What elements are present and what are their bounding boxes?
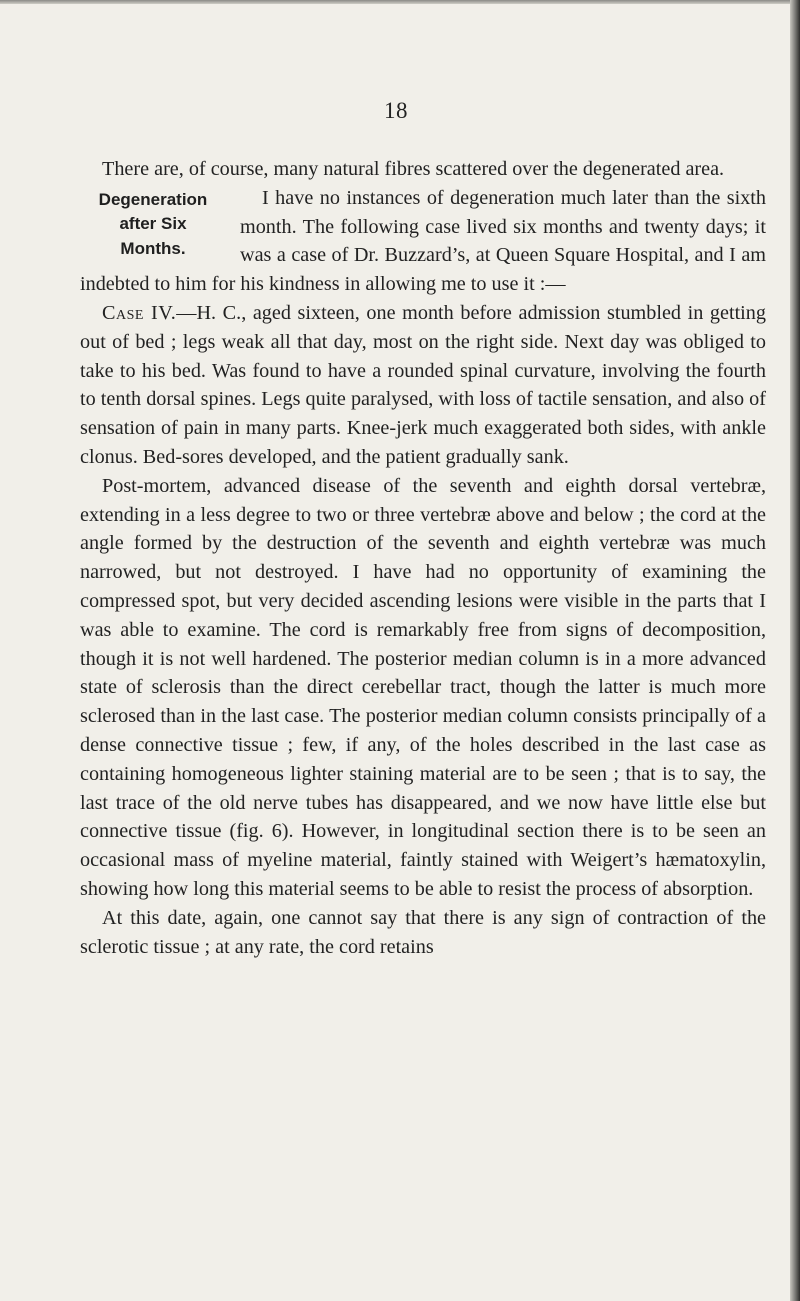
page-binding-edge	[790, 0, 800, 1301]
paragraph-2-block	[80, 184, 766, 299]
paragraph-3-text: —H. C., aged sixteen, one month before admission stumbled in getting out of bed ; legs weak all that day, most on the right side. Next day was obliged to take to his bed. Was found to have a rounded spinal curvature, involving the fourth to tenth dorsal spines. Legs quite paralysed, with loss of tactile sensation, and also of sensation of pain in many parts. Knee-jerk much exaggerated both sides, with ankle clonus. Bed-sores developed, and the patient gradually sank.	[80, 301, 766, 468]
page-number: 18	[384, 98, 408, 123]
paragraph-4: Post-mortem, advanced disease of the seventh and eighth dorsal vertebræ, extending in a less degree to two or three vertebræ above and below ; the cord at the angle formed by the destruction of the seventh and eighth vertebræ was much narrowed, but not destroyed. I have had no opportunity of examining the compressed spot, but very decided ascending lesions were visible in the parts that I was able to examine. The cord is remarkably free from signs of decomposition, though it is not well hardened. The posterior median column is in a more advanced state of sclerosis than the direct cerebellar tract, though the latter is much more sclerosed than in the last case. The posterior median column consists principally of a dense connective tissue ; few, if any, of the holes described in the last case as containing homogeneous lighter staining material are to be seen ; that is to say, the last trace of the old nerve tubes has disappeared, and we now have little else but connective tissue (fig. 6). However, in longitudinal section there is to be seen an occasional mass of myeline material, faintly stained with Weigert’s hæmatoxylin, showing how long this material seems to be able to resist the process of absorption.	[80, 474, 766, 900]
paragraph-3	[80, 299, 766, 472]
paragraph-2: I have no instances of degeneration much later than the sixth month. The following case lived six months and twenty days; it was a case of Dr. Buzzard’s, at Queen Square Hospital, and I am indebted to him for his kindness in allowing me to use it :—	[80, 186, 766, 296]
body-text	[80, 155, 766, 961]
paragraph-1: There are, of course, many natural fibres scattered over the degenerated area.	[102, 158, 725, 180]
margin-note	[80, 188, 226, 262]
margin-note-line-3: Months.	[120, 238, 186, 258]
page-top-edge	[0, 0, 800, 4]
margin-note-line-2: after Six	[119, 214, 187, 234]
case-heading: Case IV.	[102, 301, 177, 324]
paragraph-5: At this date, again, one cannot say that there is any sign of contraction of the sclerotic tissue ; at any rate, the cord retains	[80, 906, 766, 958]
margin-note-line-1: Degeneration	[98, 189, 208, 209]
